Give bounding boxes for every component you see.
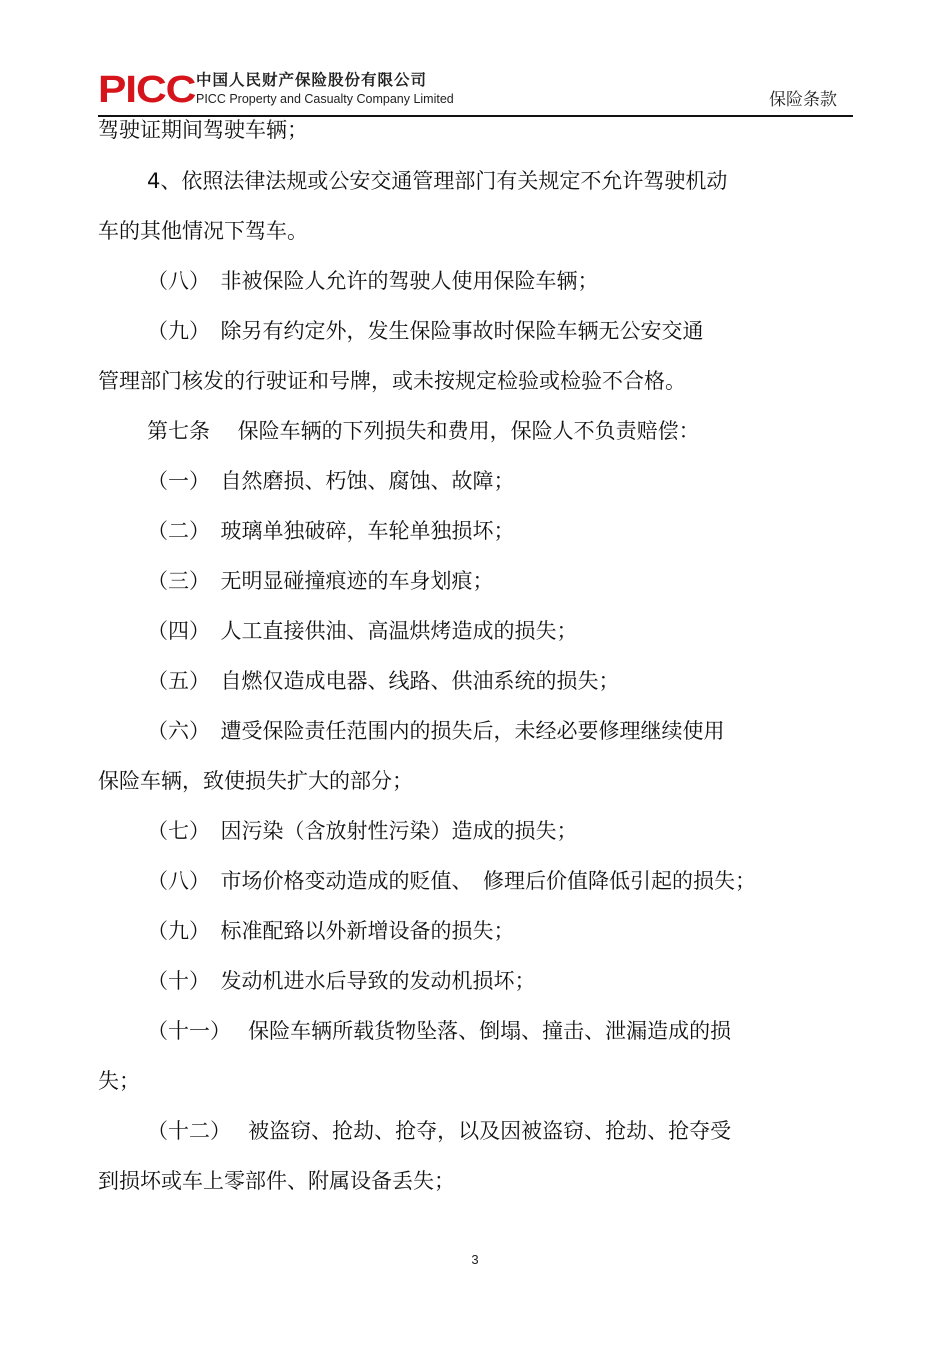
text-line: （八） 市场价格变动造成的贬值、 修理后价值降低引起的损失； xyxy=(147,869,756,893)
text-line: （七） 因污染（含放射性污染）造成的损失； xyxy=(147,819,578,843)
text-line: 4、依照法律法规或公安交通管理部门有关规定不允许驾驶机动 xyxy=(147,169,728,193)
text-line: 第七条 保险车辆的下列损失和费用，保险人不负责赔偿： xyxy=(147,419,700,443)
text-line: （九） 标准配臵以外新增设备的损失； xyxy=(147,919,515,943)
company-name-cn: 中国人民财产保险股份有限公司 xyxy=(196,71,428,89)
text-line: 管理部门核发的行驶证和号牌，或未按规定检验或检验不合格。 xyxy=(98,369,686,393)
company-name-en: PICC Property and Casualty Company Limited xyxy=(196,92,454,106)
text-line: （十一） 保险车辆所载货物坠落、倒塌、撞击、泄漏造成的损 xyxy=(147,1019,732,1043)
text-line: （十二） 被盗窃、抢劫、抢夺，以及因被盗窃、抢劫、抢夺受 xyxy=(147,1119,732,1143)
text-line: （一） 自然磨损、朽蚀、腐蚀、故障； xyxy=(147,469,515,493)
text-line: 车的其他情况下驾车。 xyxy=(98,219,308,243)
page-number: 3 xyxy=(471,1252,479,1267)
text-line: （六） 遭受保险责任范围内的损失后，未经必要修理继续使用 xyxy=(147,719,725,743)
text-line: （二） 玻璃单独破碎，车轮单独损坏； xyxy=(147,519,515,543)
text-line: 驾驶证期间驾驶车辆； xyxy=(98,118,308,142)
document-title: 保险条款 xyxy=(769,90,837,110)
text-line: （四） 人工直接供油、高温烘烤造成的损失； xyxy=(147,619,578,643)
text-line: （三） 无明显碰撞痕迹的车身划痕； xyxy=(147,569,494,593)
picc-logo: PICC xyxy=(98,69,196,111)
text-line: 保险车辆，致使损失扩大的部分； xyxy=(98,769,413,793)
text-line: （八） 非被保险人允许的驾驶人使用保险车辆； xyxy=(147,269,599,293)
text-line: （九） 除另有约定外，发生保险事故时保险车辆无公安交通 xyxy=(147,319,704,343)
text-line: （十） 发动机进水后导致的发动机损坏； xyxy=(147,969,536,993)
page-header xyxy=(98,68,853,116)
text-line: 到损坏或车上零部件、附属设备丢失； xyxy=(98,1169,455,1193)
text-line: （五） 自燃仅造成电器、线路、供油系统的损失； xyxy=(147,669,620,693)
text-line: 失； xyxy=(98,1069,140,1093)
